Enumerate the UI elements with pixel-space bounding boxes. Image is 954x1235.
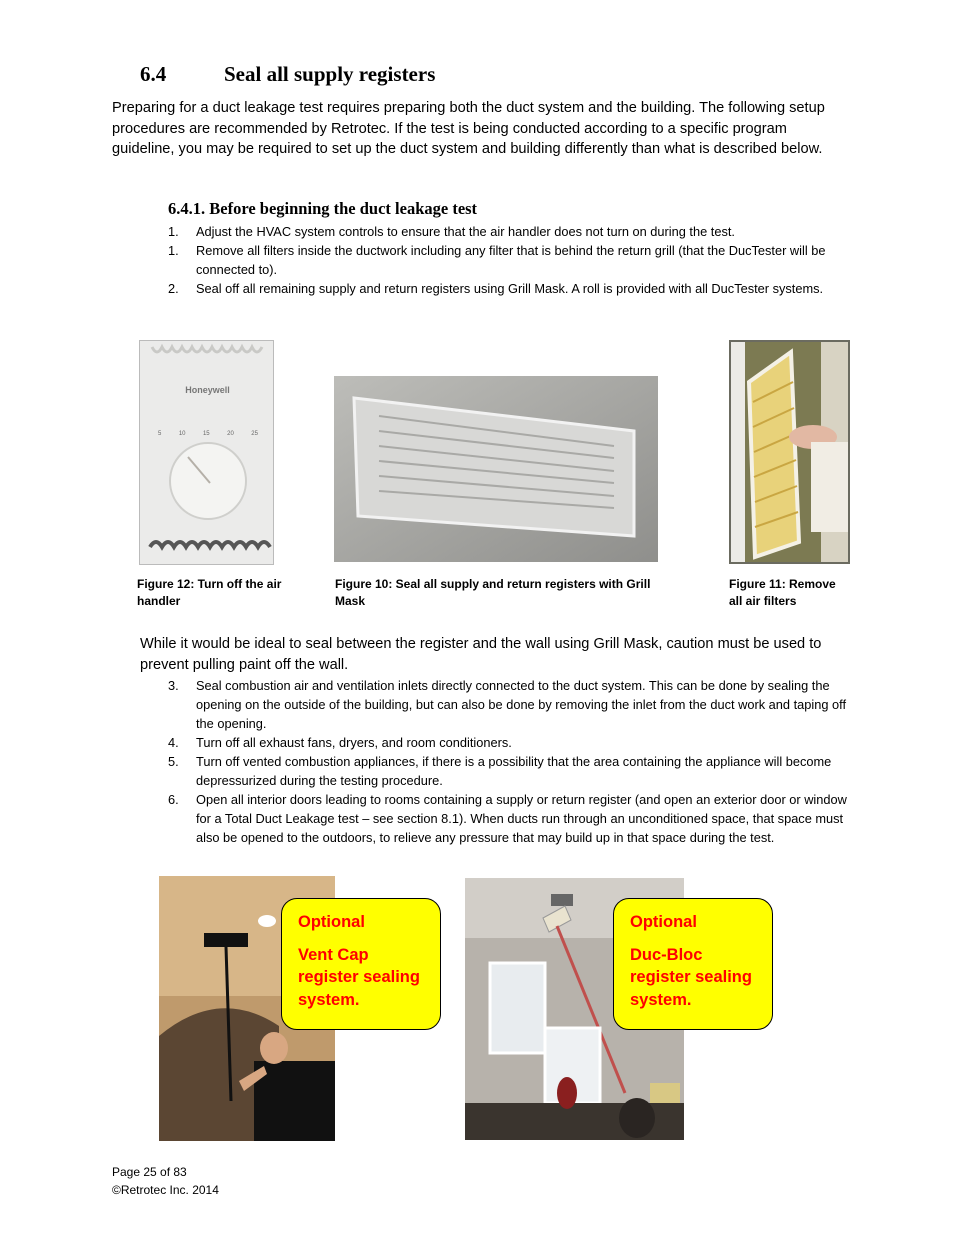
list-item: 3. Seal combustion air and ventilation inlets directly connected to the duct system. This can be done by sealing the opening on the outside of the building, but can also be done by removing the inlet from the duct work and taping off the opening. xyxy=(168,678,846,731)
figure-11-caption: Figure 11: Remove all air filters xyxy=(729,577,836,608)
figure-10-caption: Figure 10: Seal all supply and return registers with Grill Mask xyxy=(335,577,651,608)
thermostat-photo xyxy=(139,340,274,565)
section-heading xyxy=(140,62,435,87)
list-item: 4. Turn off all exhaust fans, dryers, and room conditioners. xyxy=(168,735,512,750)
grill-mask-photo xyxy=(334,376,658,562)
steps-list-a xyxy=(168,222,848,298)
copyright: ©Retrotec Inc. 2014 xyxy=(112,1183,219,1197)
section-number: 6.4 xyxy=(140,62,167,86)
optional-label: Optional xyxy=(298,913,365,931)
thermostat-brand: Honeywell xyxy=(185,385,230,395)
list-item: 1. Remove all filters inside the ductwork including any filter that is behind the return grill (that the DucTester will be connected to). xyxy=(168,243,826,277)
callout-text: Duc-Bloc register sealing system. xyxy=(630,945,752,1009)
page-footer xyxy=(112,1163,219,1199)
caution-paragraph: While it would be ideal to seal between the register and the wall using Grill Mask, caution must be used to prevent pulling paint off the wall. xyxy=(140,636,822,673)
optional-label: Optional xyxy=(630,913,697,931)
subsection-heading: 6.4.1. Before beginning the duct leakage test xyxy=(168,199,478,218)
air-filter-image xyxy=(731,342,848,562)
vent-cap-callout xyxy=(281,898,441,1030)
page-number: Page 25 of 83 xyxy=(112,1165,187,1179)
air-filter-photo xyxy=(729,340,850,564)
grill-mask-image xyxy=(334,376,658,562)
thermostat-dial-scale: 5 10 15 20 25 xyxy=(158,431,258,437)
list-item: 2. Seal off all remaining supply and return registers using Grill Mask. A roll is provided with all DucTester systems. xyxy=(168,281,824,296)
list-item: 6. Open all interior doors leading to rooms containing a supply or return register (and open an exterior door or window for a Total Duct Leakage test – see section 8.1). When ducts run through an unconditioned space, that space must also be opened to the outdoors, to relieve any pressure that may build up in that space during the test. xyxy=(168,792,847,845)
duc-bloc-callout xyxy=(613,898,773,1030)
figure-12-caption: Figure 12: Turn off the air handler xyxy=(137,577,282,608)
intro-paragraph: Preparing for a duct leakage test requires preparing both the duct system and the building. The following setup procedures are recommended by Retrotec. If the test is being conducted according to a specific program guideline, you may be required to set up the duct system and building differently than what is described below. xyxy=(112,100,825,158)
list-item: 1. Adjust the HVAC system controls to ensure that the air handler does not turn on during the test. xyxy=(168,224,735,239)
thermostat-image xyxy=(140,341,274,565)
list-item: 5. Turn off vented combustion appliances, if there is a possibility that the area containing the appliance will become depressurized during the testing procedure. xyxy=(168,754,832,788)
steps-list-b xyxy=(168,676,848,847)
callout-text: Vent Cap register sealing system. xyxy=(298,945,420,1009)
section-title: Seal all supply registers xyxy=(224,62,436,86)
